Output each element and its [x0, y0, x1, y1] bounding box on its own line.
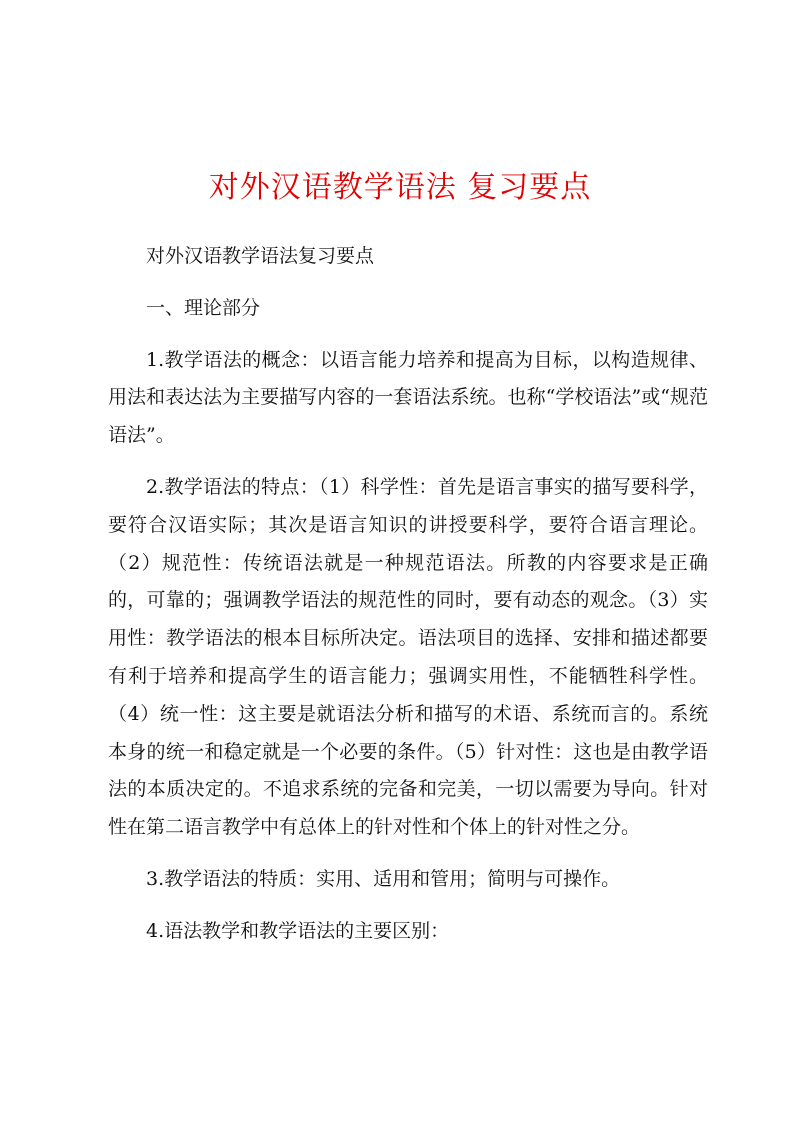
paragraph-qualities: 3.教学语法的特质：实用、适用和管用；简明与可操作。 — [146, 867, 621, 890]
paragraph-features: 2.教学语法的特点：（1）科学性：首先是语言事实的描写要科学，要符合汉语实际；其次是语言知识的讲授要科学，要符合语言理论。（2）规范性：传统语法就是一种规范语法。所教的内容要求是正确的，可靠的；强调教学语法的规范性的同时，要有动态的观念。（3）实用性：教学语法的根本目标所决定。语法项目的选择、安排和描述都要有利于培养和提高学生的语言能力；强调实用性，不能牺牲科学性。（4）统一性：这主要是就语法分析和描写的术语、系统而言的。系统本身的统一和稳定就是一个必要的条件。（5）针对性：这也是由教学语法的本质决定的。不追求系统的完备和完美，一切以需要为导向。针对性在第二语言教学中有总体上的针对性和个体上的针对性之分。 — [108, 475, 708, 839]
paragraph-differences: 4.语法教学和教学语法的主要区别： — [146, 919, 450, 942]
paragraph-subtitle: 对外汉语教学语法复习要点 — [146, 245, 375, 267]
document-title: 对外汉语教学语法 复习要点 — [208, 170, 592, 205]
document-body — [108, 238, 708, 965]
paragraph-concept: 1.教学语法的概念：以语言能力培养和提高为目标，以构造规律、用法和表达法为主要描写内容的一套语法系统。也称“学校语法”或“规范语法”。 — [108, 348, 708, 447]
paragraph-section-heading: 一、理论部分 — [146, 296, 261, 319]
